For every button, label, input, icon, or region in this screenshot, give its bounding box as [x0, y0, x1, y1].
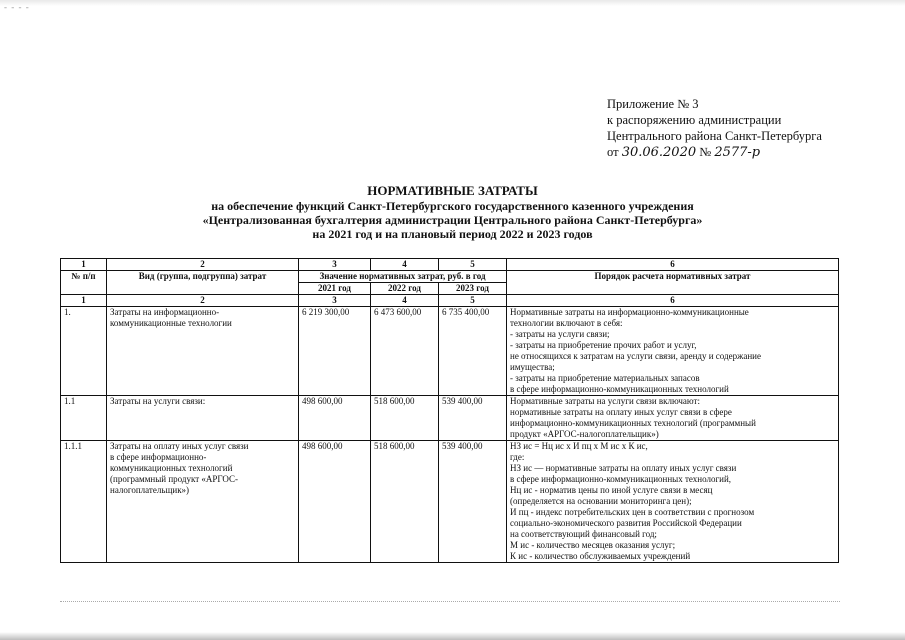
- table-row: [61, 441, 839, 563]
- number-prefix: №: [699, 145, 712, 159]
- col-number: 2: [107, 295, 299, 307]
- page-bottom-rule: [60, 601, 840, 602]
- header-values: Значение нормативных затрат, руб. в год: [299, 271, 507, 283]
- date-prefix: от: [607, 145, 619, 159]
- method-line: продукт «АРГОС-налогоплательщик»): [510, 429, 659, 439]
- method-line: нормативные затраты на оплату иных услуг связи в сфере: [510, 407, 732, 417]
- row-value-2023: 539 400,00: [439, 396, 507, 441]
- header-2023: 2023 год: [439, 283, 507, 295]
- row-type-line: (программный продукт «АРГОС-: [110, 474, 238, 484]
- row-num: 1.1.1: [61, 441, 107, 563]
- header-type: Вид (группа, подгруппа) затрат: [107, 271, 299, 295]
- method-line: Нц ис - норматив цены по иной услуге связи в месяц: [510, 485, 713, 495]
- method-line: Нормативные затраты на информационно-коммуникационные: [510, 307, 749, 317]
- appendix-date-line: [607, 144, 822, 161]
- method-line: - затраты на услуги связи;: [510, 329, 610, 339]
- handwritten-date: 30.06.2020: [621, 145, 697, 160]
- row-type-line: в сфере информационно-: [110, 452, 207, 462]
- costs-table: [60, 258, 839, 563]
- col-number: 1: [61, 295, 107, 307]
- row-value-2021: 498 600,00: [299, 441, 371, 563]
- header-num: № п/п: [61, 271, 107, 295]
- title-line-3: «Централизованная бухгалтерия администрации Центрального района Санкт-Петербурга»: [202, 213, 703, 227]
- row-num: 1.: [61, 307, 107, 396]
- col-number: 2: [107, 259, 299, 271]
- method-line: не относящихся к затратам на услуги связи, аренду и содержание: [510, 351, 761, 361]
- row-type-line: Затраты на информационно-: [110, 307, 220, 317]
- method-line: в сфере информационно-коммуникационных технологий: [510, 384, 729, 394]
- row-type-line: коммуникационных технологий: [110, 463, 233, 473]
- method-line: (определяется на основании мониторинга цен);: [510, 496, 692, 506]
- row-type-line: коммуникационные технологии: [110, 318, 232, 328]
- appendix-line-1: Приложение № 3: [607, 97, 699, 111]
- table-row: [61, 307, 839, 396]
- title-main: НОРМАТИВНЫЕ ЗАТРАТЫ: [367, 183, 538, 198]
- method-line: информационно-коммуникационных технологий (программный: [510, 418, 756, 428]
- method-line: К ис - количество обслуживаемых учреждений: [510, 551, 691, 561]
- col-number: 3: [299, 295, 371, 307]
- method-line: М ис - количество месяцев оказания услуг;: [510, 540, 676, 550]
- method-line: - затраты на приобретение материальных запасов: [510, 373, 700, 383]
- row-num: 1.1: [61, 396, 107, 441]
- handwritten-number: 2577-р: [714, 145, 761, 160]
- method-line: имущества;: [510, 362, 555, 372]
- row-type-line: Затраты на оплату иных услуг связи: [110, 441, 249, 451]
- col-number: 4: [371, 259, 439, 271]
- row-method: [507, 441, 839, 563]
- column-number-row: [61, 259, 839, 271]
- row-type: [107, 396, 299, 441]
- col-number: 5: [439, 259, 507, 271]
- method-line: где:: [510, 452, 525, 462]
- row-value-2023: 6 735 400,00: [439, 307, 507, 396]
- col-number: 3: [299, 259, 371, 271]
- appendix-block: [607, 96, 822, 161]
- header-2021: 2021 год: [299, 283, 371, 295]
- col-number: 5: [439, 295, 507, 307]
- method-line: - затраты на приобретение прочих работ и услуг,: [510, 340, 697, 350]
- method-line: технологии включают в себя:: [510, 318, 623, 328]
- row-value-2022: 518 600,00: [371, 396, 439, 441]
- row-method: [507, 396, 839, 441]
- column-number-row: [61, 295, 839, 307]
- scan-edge-bottom: [0, 632, 905, 640]
- document-title: [0, 184, 905, 241]
- row-value-2023: 539 400,00: [439, 441, 507, 563]
- row-type: [107, 441, 299, 563]
- row-type: [107, 307, 299, 396]
- col-number: 6: [507, 259, 839, 271]
- row-value-2021: 498 600,00: [299, 396, 371, 441]
- row-value-2022: 6 473 600,00: [371, 307, 439, 396]
- method-line: Нормативные затраты на услуги связи включают:: [510, 396, 700, 406]
- method-line: социально-экономического развития Российской Федерации: [510, 518, 742, 528]
- header-row: [61, 271, 839, 283]
- method-line: И пц - индекс потребительских цен в соответствии с прогнозом: [510, 507, 755, 517]
- method-line: НЗ ис = Нц ис х И пц х М ис х К ис,: [510, 441, 648, 451]
- title-line-4: на 2021 год и на плановый период 2022 и 2023 годов: [312, 227, 593, 241]
- header-method: Порядок расчета нормативных затрат: [507, 271, 839, 295]
- method-line: в сфере информационно-коммуникационных технологий,: [510, 474, 732, 484]
- appendix-line-3: Центрального района Санкт-Петербурга: [607, 129, 822, 143]
- table-row: [61, 396, 839, 441]
- method-line: на соответствующий финансовый год;: [510, 529, 657, 539]
- title-line-2: на обеспечение функций Санкт-Петербургского государственного казенного учреждения: [211, 199, 694, 213]
- row-method: [507, 307, 839, 396]
- col-number: 1: [61, 259, 107, 271]
- method-line: НЗ ис — нормативные затраты на оплату иных услуг связи: [510, 463, 737, 473]
- scan-mark: - - - -: [4, 2, 30, 12]
- col-number: 4: [371, 295, 439, 307]
- col-number: 6: [507, 295, 839, 307]
- appendix-line-2: к распоряжению администрации: [607, 113, 782, 127]
- row-type-line: Затраты на услуги связи:: [110, 396, 206, 406]
- row-value-2022: 518 600,00: [371, 441, 439, 563]
- scan-edge-top: [0, 0, 905, 6]
- header-2022: 2022 год: [371, 283, 439, 295]
- row-type-line: налогоплательщик»): [110, 485, 190, 495]
- row-value-2021: 6 219 300,00: [299, 307, 371, 396]
